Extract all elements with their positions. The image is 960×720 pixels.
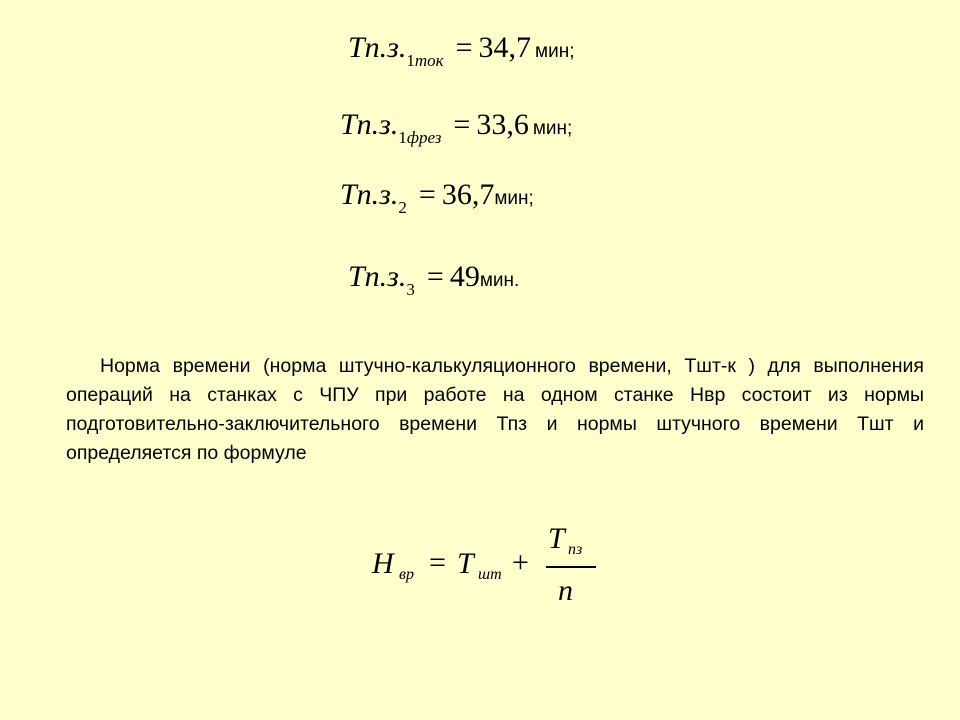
formula-equals-sign: = [429, 546, 446, 579]
equals-sign: = [453, 108, 471, 141]
subscript-text: фрез [406, 128, 442, 147]
equation-subscript [406, 280, 415, 299]
equation-subscript [398, 198, 407, 217]
equation-lhs: Tп.з. [348, 260, 407, 293]
equation-tpz-3 [348, 260, 520, 299]
subscript-number: 3 [406, 280, 415, 299]
equation-lhs: Tп.з. [340, 178, 399, 211]
norm-time-formula [372, 522, 612, 612]
fraction-numerator: T [548, 522, 565, 555]
equation-unit: мин. [479, 270, 520, 291]
equals-sign: = [418, 178, 436, 211]
formula-t-subscript: шт [478, 566, 502, 583]
equation-unit: мин; [494, 188, 534, 209]
equation-lhs: Tп.з. [348, 31, 407, 64]
subscript-number: 1 [406, 51, 415, 70]
equation-tpz-1-milling [340, 108, 573, 147]
equation-unit: мин; [535, 41, 575, 62]
equation-value: 34,7 [478, 31, 532, 64]
equation-lhs: Tп.з. [340, 108, 399, 141]
formula-h: H [372, 547, 394, 580]
fraction-numerator-subscript: пз [568, 541, 583, 558]
equation-subscript [406, 51, 443, 70]
equation-tpz-2 [340, 178, 534, 217]
equals-sign: = [426, 260, 444, 293]
formula-t: T [457, 547, 474, 580]
equation-unit: мин; [532, 118, 573, 139]
formula-h-subscript: вр [399, 566, 414, 583]
equals-sign: = [455, 31, 473, 64]
formula-plus-sign: + [512, 546, 529, 579]
equation-value: 33,6 [476, 108, 529, 141]
subscript-text: ток [414, 51, 444, 70]
equation-subscript [398, 128, 441, 147]
equation-value: 49 [449, 260, 480, 293]
fraction-denominator: n [558, 574, 573, 607]
subscript-number: 2 [398, 198, 407, 217]
fraction-bar [546, 566, 596, 568]
equation-tpz-1-turning [348, 31, 575, 70]
subscript-number: 1 [398, 128, 407, 147]
norm-time-paragraph: Норма времени (норма штучно-калькуляционного времени, Тшт-к ) для выполнения операций на станках с ЧПУ при работе на одном станке Нвр состоит из нормы подготовительно-заключительного времени Тпз и нормы штучного времени Тшт и определяется по формуле [66, 355, 924, 464]
equation-value: 36,7 [441, 178, 495, 211]
